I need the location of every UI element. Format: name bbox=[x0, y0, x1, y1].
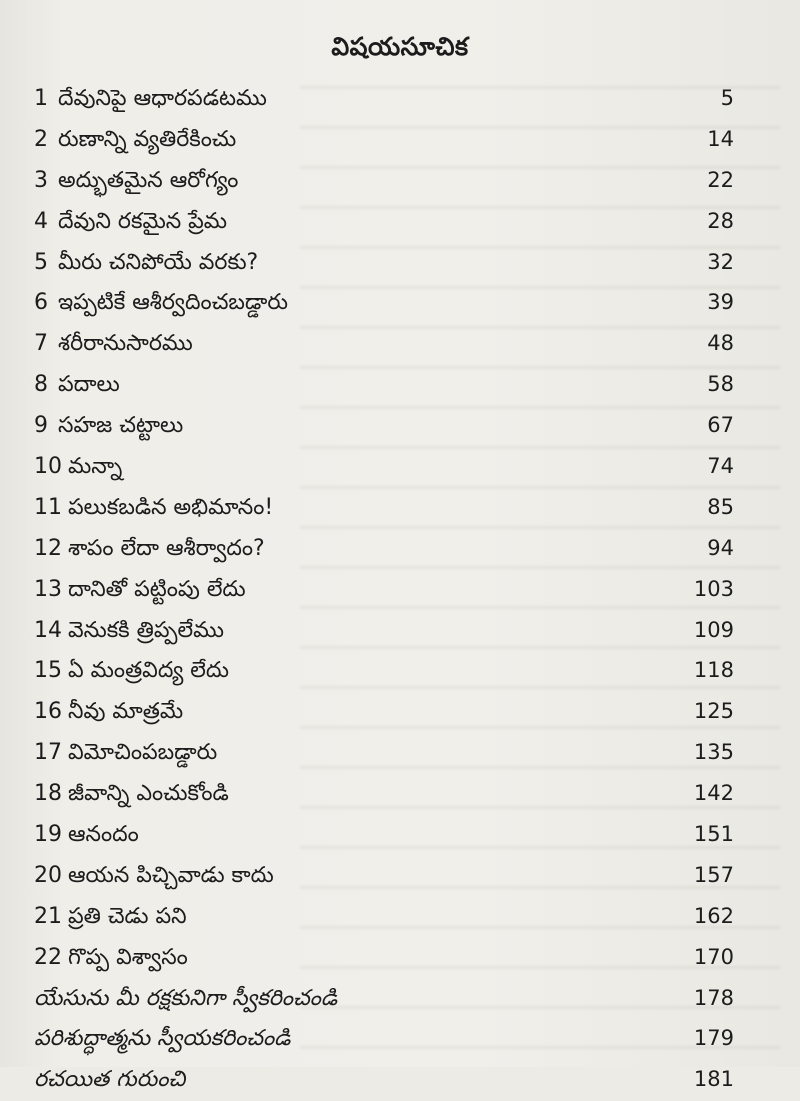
chapter-number: 20 bbox=[34, 862, 62, 888]
toc-entry bbox=[34, 487, 734, 528]
page-number: 118 bbox=[693, 658, 734, 683]
page-number: 157 bbox=[693, 862, 734, 887]
chapter-number: 12 bbox=[34, 535, 62, 561]
chapter-number: 18 bbox=[34, 781, 62, 807]
chapter-number: 19 bbox=[34, 822, 62, 848]
page-number: 135 bbox=[693, 740, 734, 765]
chapter-number: 9 bbox=[34, 413, 48, 439]
toc-entry bbox=[34, 119, 734, 160]
toc-entry bbox=[34, 78, 734, 119]
chapter-title: శాపం లేదా ఆశీర్వాదం? bbox=[68, 535, 265, 561]
chapter-title: దానితో పట్టింపు లేదు bbox=[68, 576, 246, 602]
chapter-title: అద్భుతమైన ఆరోగ్యం bbox=[58, 167, 239, 193]
chapter-title: ఏ మంత్రవిద్య లేదు bbox=[68, 658, 230, 684]
page-number: 28 bbox=[707, 208, 734, 233]
chapter-number: 16 bbox=[34, 699, 62, 725]
chapter-number: 4 bbox=[34, 208, 48, 234]
chapter-title: ఇప్పటికే ఆశీర్వదించబడ్డారు bbox=[58, 290, 289, 316]
chapter-title: విమోచింపబడ్డారు bbox=[68, 740, 218, 766]
page-number: 14 bbox=[707, 126, 734, 151]
table-of-contents bbox=[34, 78, 734, 1100]
chapter-number: 11 bbox=[34, 494, 62, 520]
chapter-number: 6 bbox=[34, 290, 48, 316]
toc-entry bbox=[34, 201, 734, 242]
toc-entry bbox=[34, 896, 734, 937]
chapter-title: గొప్ప విశ్వాసం bbox=[68, 944, 188, 970]
page-number: 22 bbox=[707, 167, 734, 192]
page-number: 142 bbox=[693, 781, 734, 806]
chapter-title: దేవుని రకమైన ప్రేమ bbox=[58, 208, 228, 234]
chapter-title: రుణాన్ని వ్యతిరేకించు bbox=[58, 126, 237, 152]
page-number: 170 bbox=[693, 944, 734, 969]
toc-entry bbox=[34, 937, 734, 978]
chapter-number: 13 bbox=[34, 576, 62, 602]
chapter-number: 14 bbox=[34, 617, 62, 643]
toc-entry bbox=[34, 323, 734, 364]
toc-entry bbox=[34, 814, 734, 855]
toc-entry bbox=[34, 691, 734, 732]
page-number: 74 bbox=[707, 454, 734, 479]
chapter-number: 7 bbox=[34, 331, 48, 357]
chapter-title: పలుకబడిన అభిమానం! bbox=[68, 494, 274, 520]
chapter-title: ఆయన పిచ్చివాడు కాదు bbox=[68, 862, 274, 888]
chapter-number: 1 bbox=[34, 86, 48, 111]
chapter-title: మీరు చనిపోయే వరకు? bbox=[58, 249, 259, 275]
page-number: 162 bbox=[693, 903, 734, 928]
toc-entry bbox=[34, 569, 734, 610]
chapter-title: పరిశుద్ధాత్మను స్వీయకరించండి bbox=[34, 1026, 291, 1052]
chapter-title: శరీరానుసారము bbox=[58, 331, 193, 357]
page-title: విషయసూచిక bbox=[331, 32, 469, 61]
chapter-title: మన్నా bbox=[68, 454, 123, 480]
chapter-number: 3 bbox=[34, 167, 48, 193]
chapter-title: రచయిత గురుంచి bbox=[34, 1067, 186, 1093]
chapter-title: జీవాన్ని ఎంచుకోండి bbox=[68, 781, 229, 807]
chapter-title: దేవునిపై ఆధారపడటము bbox=[58, 86, 267, 111]
page-number: 125 bbox=[693, 699, 734, 724]
chapter-title: యేసును మీ రక్షకునిగా స్వీకరించండి bbox=[34, 985, 338, 1011]
page-number: 58 bbox=[707, 372, 734, 397]
toc-entry bbox=[34, 405, 734, 446]
toc-entry bbox=[34, 1018, 734, 1059]
chapter-number: 21 bbox=[34, 903, 62, 929]
chapter-title: నీవు మాత్రమే bbox=[68, 699, 184, 725]
chapter-number: 22 bbox=[34, 944, 62, 970]
page-number: 109 bbox=[693, 617, 734, 642]
chapter-title: ఆనందం bbox=[68, 822, 139, 848]
toc-entry bbox=[34, 978, 734, 1019]
chapter-number: 17 bbox=[34, 740, 62, 766]
page-number: 179 bbox=[693, 1026, 734, 1051]
page-number: 178 bbox=[693, 985, 734, 1010]
page-number: 5 bbox=[720, 86, 734, 110]
toc-entry bbox=[34, 528, 734, 569]
toc-entry bbox=[34, 773, 734, 814]
toc-entry bbox=[34, 446, 734, 487]
toc-entry bbox=[34, 855, 734, 896]
chapter-number: 10 bbox=[34, 454, 62, 480]
chapter-number: 2 bbox=[34, 126, 48, 152]
chapter-number: 5 bbox=[34, 249, 48, 275]
chapter-title: సహజ చట్టాలు bbox=[58, 413, 184, 439]
page-number: 48 bbox=[707, 331, 734, 356]
toc-entry bbox=[34, 650, 734, 691]
toc-entry bbox=[34, 732, 734, 773]
chapter-number: 15 bbox=[34, 658, 62, 684]
page-number: 85 bbox=[707, 494, 734, 519]
toc-entry bbox=[34, 364, 734, 405]
toc-entry bbox=[34, 282, 734, 323]
page-number: 94 bbox=[707, 535, 734, 560]
page-number: 39 bbox=[707, 290, 734, 315]
toc-entry bbox=[34, 610, 734, 651]
chapter-title: పదాలు bbox=[58, 372, 120, 398]
page-number: 181 bbox=[693, 1067, 734, 1092]
page-number: 32 bbox=[707, 249, 734, 274]
toc-entry bbox=[34, 242, 734, 283]
toc-entry bbox=[34, 1059, 734, 1100]
chapter-number: 8 bbox=[34, 372, 48, 398]
toc-entry bbox=[34, 160, 734, 201]
page-number: 151 bbox=[693, 822, 734, 847]
page-number: 67 bbox=[707, 413, 734, 438]
page-number: 103 bbox=[693, 576, 734, 601]
chapter-title: ప్రతి చెడు పని bbox=[68, 903, 187, 929]
chapter-title: వెనుకకి త్రిప్పలేము bbox=[68, 617, 224, 643]
